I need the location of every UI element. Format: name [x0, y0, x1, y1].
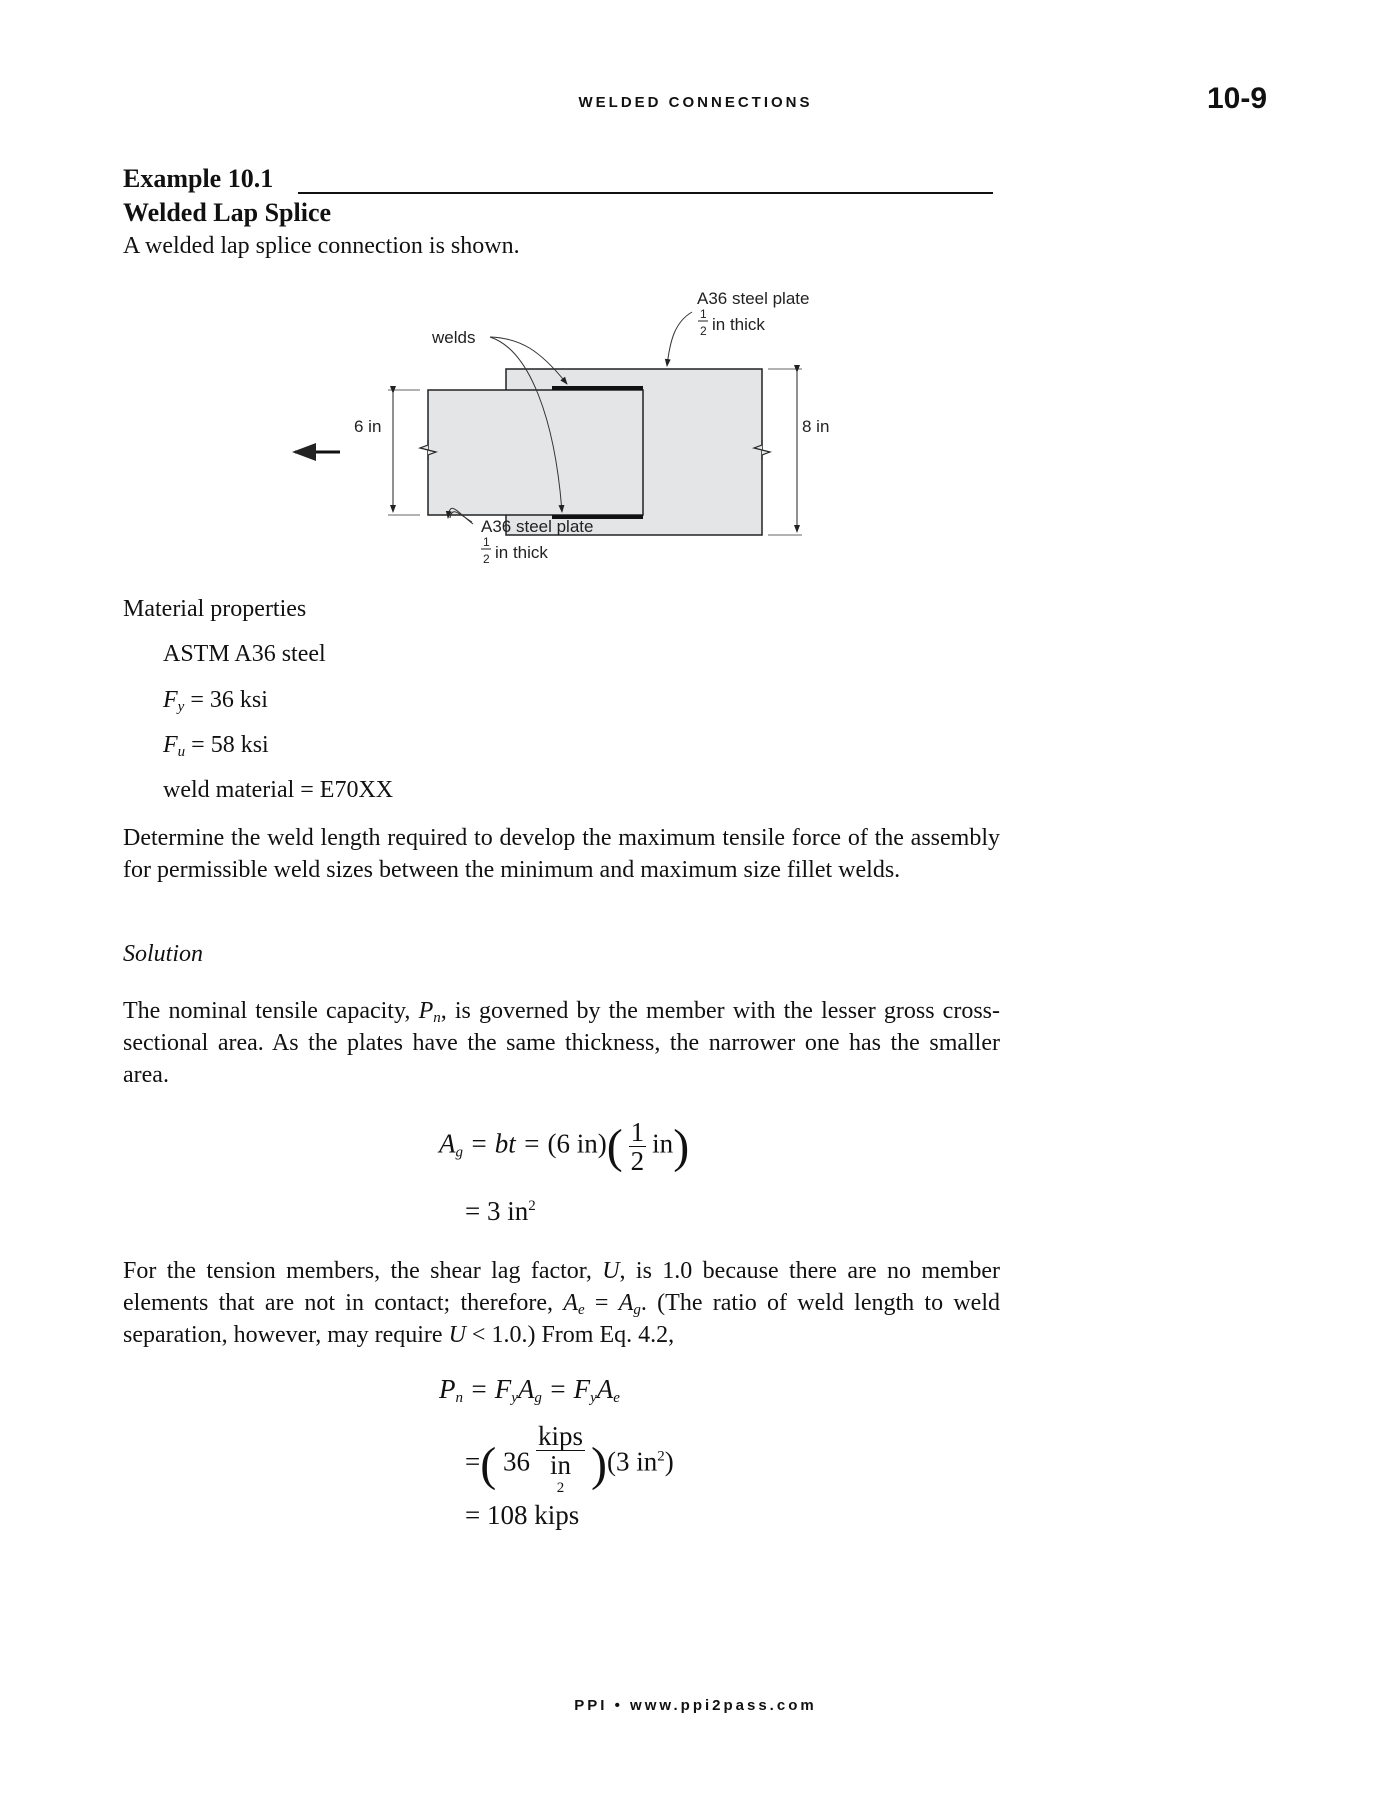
left-dim-label: 6 in	[354, 417, 382, 436]
footer: PPI • www.ppi2pass.com	[574, 1697, 817, 1714]
solution-heading: Solution	[123, 941, 204, 967]
material-steel: ASTM A36 steel	[163, 641, 326, 667]
bottom-plate-thickness: in thick	[495, 543, 548, 562]
lap-splice-figure	[0, 0, 1391, 600]
narrow-plate	[428, 390, 643, 515]
equation-gross-area-result: = 3 $in^2$	[465, 1196, 536, 1226]
right-dim-label: 8 in	[802, 417, 830, 436]
problem-statement: Determine the weld length required to develop the maximum tensile force of the assembly for permissible weld sizes between the minimum and maximum size fillet welds.	[123, 825, 1000, 883]
material-fu: $F_u = 58$ ksi	[163, 732, 269, 760]
equation-nominal-capacity: $P_n = F_yA_g = F_yA_e$	[439, 1374, 620, 1406]
running-header: WELDED CONNECTIONS	[578, 94, 813, 111]
materials-heading: Material properties	[123, 596, 307, 622]
intro-text: A welded lap splice connection is shown.	[123, 233, 520, 259]
top-plate-thickness: in thick	[712, 315, 765, 334]
svg-text:1: 1	[483, 535, 490, 549]
solution-paragraph-1: The nominal tensile capacity, $P_n$, is governed by the member with the lesser gross cross-sectional area. As the plates have the same thickness, the narrower one has the smaller area.	[123, 998, 1000, 1088]
example-title: Welded Lap Splice	[123, 198, 332, 227]
material-weld: weld material = E70XX	[163, 777, 394, 803]
material-fy: $F_y = 36$ ksi	[163, 687, 268, 715]
bottom-plate-label: A36 steel plate	[481, 517, 594, 536]
svg-text:1: 1	[700, 307, 707, 321]
example-number: Example 10.1	[123, 164, 274, 193]
svg-text:2: 2	[700, 324, 707, 338]
top-plate-label: A36 steel plate	[697, 289, 810, 308]
page-number: 10-9	[1206, 82, 1267, 115]
equation-result: = 108 kips	[465, 1500, 580, 1530]
welds-label: welds	[432, 328, 476, 347]
equation-gross-area: $A_g$ = bt = (6 in)( $\frac{1}{2}$ in)	[439, 1117, 690, 1176]
svg-text:2: 2	[483, 552, 490, 566]
equation-substitution: =( 36 kips in $^2$ )(3 $in^2$)	[465, 1421, 674, 1496]
solution-paragraph-2: For the tension members, the shear lag factor, U, is 1.0 because there are no member elements that are not in contact; therefore, $A_e = A_g$. (The ratio of weld length to weld separation, however, may require U < 1.0.) From Eq. 4.2,	[123, 1258, 1000, 1348]
